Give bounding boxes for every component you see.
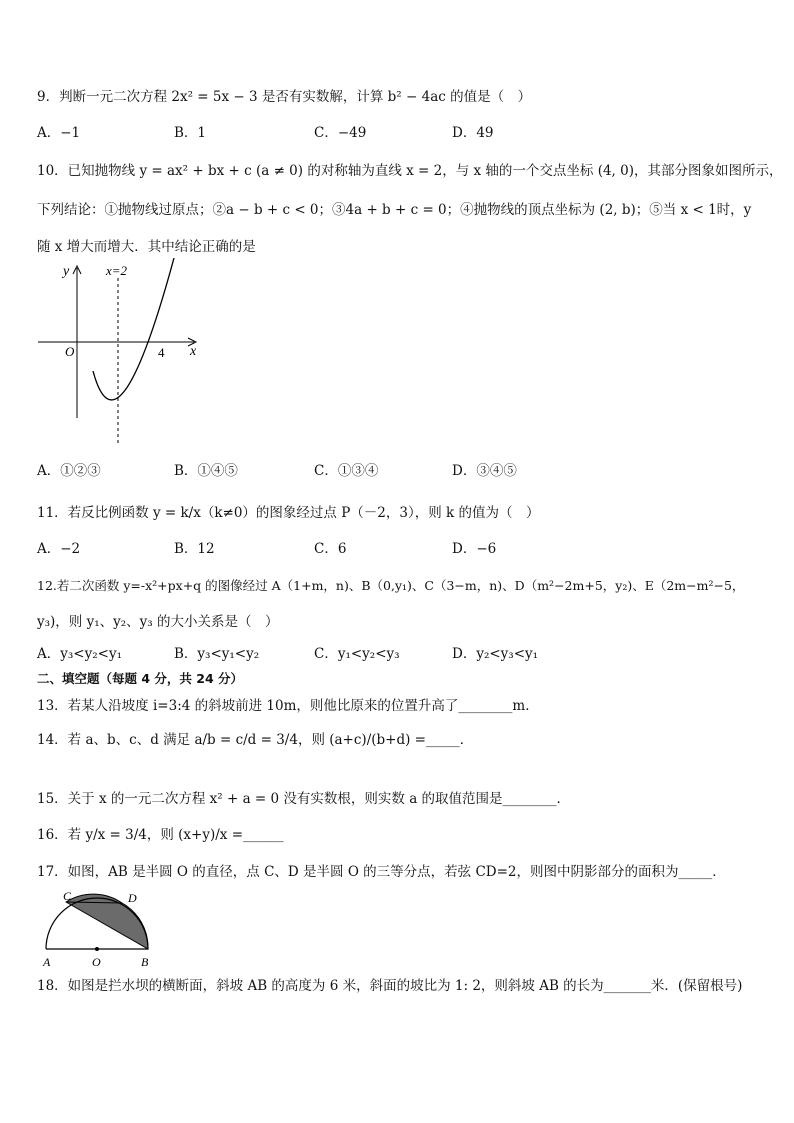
q9-option-a: A．−1: [37, 125, 81, 141]
q9-option-c: C．−49: [314, 125, 367, 141]
parabola-curve: [93, 258, 174, 400]
q12-line1: 12.若二次函数 y=-x²+px+q 的图像经过 A（1+m，n)、B（0,y₁)、C（3−m，n)、D（m²−2m+5，y₂)、E（2m−m²−5，: [37, 578, 745, 593]
q10-line2: 下列结论：①抛物线过原点；②a − b + c < 0；③4a + b + c = 0；④抛物线的顶点坐标为 (2, b)；⑤当 x < 1时，y: [37, 202, 752, 218]
q10-option-c: C．①③④: [314, 463, 379, 479]
q17-text: 17．如图，AB 是半圆 O 的直径，点 C、D 是半圆 O 的三等分点，若弦 CD=2，则图中阴影部分的面积为_____．: [37, 864, 726, 880]
origin-label: O: [65, 344, 75, 359]
intercept-label: 4: [158, 345, 165, 360]
q16-text: 16．若 y/x = 3/4，则 (x+y)/x =______: [37, 827, 284, 843]
q11-option-a: A．−2: [37, 541, 81, 557]
q12-option-c: C．y₁<y₂<y₃: [314, 646, 400, 662]
q15-text: 15．关于 x 的一元二次方程 x² + a = 0 没有实数根，则实数 a 的取值范围是________．: [37, 791, 571, 807]
q10-line1: 10．已知抛物线 y = ax² + bx + c (a ≠ 0) 的对称轴为直线 x = 2，与 x 轴的一个交点坐标 (4, 0)，其部分图象如图所示，: [37, 163, 783, 179]
q11-option-b: B．12: [174, 541, 215, 557]
q12-option-d: D．y₂<y₃<y₁: [452, 646, 539, 662]
q9-text: 9．判断一元二次方程 2x² = 5x − 3 是否有实数解，计算 b² − 4ac 的值是（ ）: [37, 89, 532, 105]
q12-option-b: B．y₃<y₁<y₂: [174, 646, 260, 662]
q12-line2: y₃)，则 y₁、y₂、y₃ 的大小关系是（ ）: [37, 614, 279, 630]
q13-text: 13．若某人沿坡度 i=3:4 的斜坡前进 10m，则他比原来的位置升高了________m．: [37, 698, 539, 714]
parabola-graph: [36, 258, 206, 448]
semicircle-figure: [40, 890, 160, 972]
q14-text: 14．若 a、b、c、d 满足 a/b = c/d = 3/4，则 (a+c)/(b+d) =_____．: [37, 732, 474, 748]
q10-line3: 随 x 增大而增大．其中结论正确的是: [37, 239, 256, 255]
label-d: D: [128, 891, 137, 905]
x-axis-label: x: [190, 344, 197, 359]
section-heading: 二、填空题（每题 4 分，共 24 分）: [37, 671, 244, 686]
center-point: [95, 947, 99, 951]
q10-option-a: A．①②③: [37, 463, 101, 479]
q10-option-d: D．③④⑤: [452, 463, 517, 479]
label-b: B: [141, 955, 149, 969]
label-o: O: [92, 955, 101, 969]
q12-option-a: A．y₃<y₂<y₁: [37, 646, 122, 662]
q10-option-b: B．①④⑤: [174, 463, 238, 479]
q9-option-b: B．1: [174, 125, 207, 141]
q18-text: 18．如图是拦水坝的横断面，斜坡 AB 的高度为 6 米，斜面的坡比为 1: 2，则斜坡 AB 的长为_______米．(保留根号): [37, 978, 743, 994]
y-axis-label: y: [63, 264, 70, 279]
q9-option-d: D．49: [452, 125, 494, 141]
label-c: C: [63, 890, 72, 903]
q11-option-c: C．6: [314, 541, 347, 557]
axis-equation-label: x=2: [106, 263, 128, 278]
label-a: A: [43, 955, 51, 969]
q11-option-d: D．−6: [452, 541, 497, 557]
q11-text: 11．若反比例函数 y = k/x（k≠0）的图象经过点 P（－2，3），则 k 的值为（ ）: [37, 505, 540, 521]
